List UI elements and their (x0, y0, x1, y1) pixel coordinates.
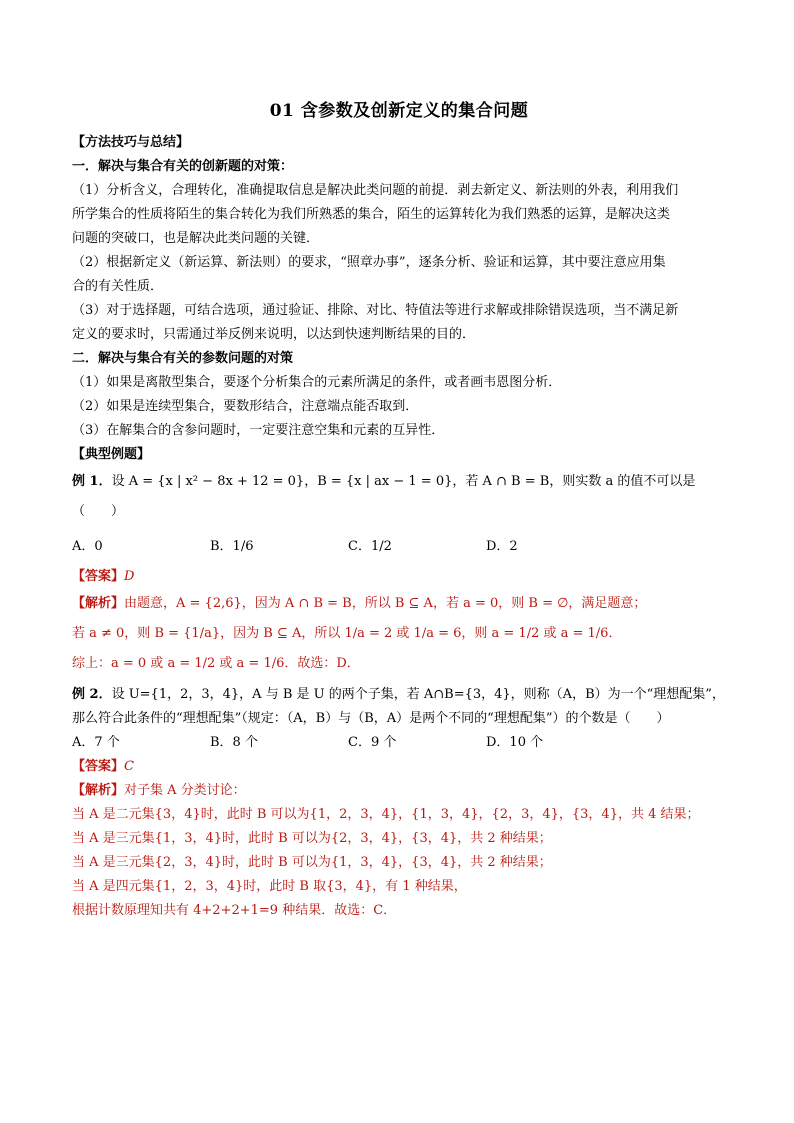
section2-p3: （3）在解集合的含参问题时，一定要注意空集和元素的互异性． (72, 423, 445, 438)
example2-option-b: B．8 个 (210, 735, 258, 750)
section1-p2-line1: （2）根据新定义（新运算、新法则）的要求，“照章办事”，逐条分析、验证和运算，其中要注意应用集 (72, 255, 666, 270)
example1-answer (72, 565, 726, 589)
example2-analysis-line2: 当 A 是二元集{3，4}时，此时 B 可以为{1，2，3，4}，{1，3，4}，{2，3，4}，{3，4}，共 4 结果； (72, 807, 700, 822)
example1-analysis-line3: 综上：a = 0 或 a = 1/2 或 a = 1/6．故选：D． (72, 656, 360, 671)
section1-p3-line1: （3）对于选择题，可结合选项，通过验证、排除、对比、特值法等进行求解或排除错误选项，当不满足新 (72, 303, 679, 318)
section1-p1-line3: 问题的突破口，也是解决此类问题的关键． (72, 231, 320, 246)
example1-option-c: C．1/2 (348, 539, 392, 554)
example2-analysis-line5: 当 A 是四元集{1，2，3，4}时，此时 B 取{3，4}，有 1 种结果， (72, 879, 467, 894)
section1-p1-line1: （1）分析含义，合理转化，准确提取信息是解决此类问题的前提．剥去新定义、新法则的外表，利用我们 (72, 183, 679, 198)
example1-analysis-line2: 若 a ≠ 0，则 B = {1/a}，因为 B ⊆ A，所以 1/a = 2 或 1/a = 6，则 a = 1/2 或 a = 1/6． (72, 626, 622, 641)
example2-option-a: A．7 个 (72, 735, 120, 750)
example2-analysis-text1: 对子集 A 分类讨论： (124, 783, 246, 798)
section2-heading: 二．解决与集合有关的参数问题的对策 (72, 351, 294, 366)
section1-p3-line2: 定义的要求时，只需通过举反例来说明，以达到快速判断结果的目的． (72, 327, 476, 342)
example1-analysis-tag: 【解析】 (72, 596, 125, 611)
example1-answer-tag: 【答案】 (72, 569, 125, 584)
methods-header: 【方法技巧与总结】 (72, 135, 190, 150)
section1-p1-line2: 所学集合的性质将陌生的集合转化为我们所熟悉的集合，陌生的运算转化为我们熟悉的运算，是解决这类 (72, 207, 671, 222)
example1-stem-text: 设 A = {x | x² − 8x + 12 = 0}，B = {x | ax − 1 = 0}，若 A ∩ B = B，则实数 a 的值不可以是（ ） (72, 474, 696, 519)
example1-analysis-text1: 由题意，A = {2,6}，因为 A ∩ B = B，所以 B ⊆ A，若 a = 0，则 B = ∅，满足题意； (124, 596, 647, 611)
example2-analysis-line6: 根据计数原理知共有 4+2+2+1=9 种结果．故选：C． (72, 903, 397, 918)
document-page (72, 96, 726, 923)
section2-p2: （2）如果是连续型集合，要数形结合，注意端点能否取到． (72, 399, 419, 414)
example1-option-a: A．0 (72, 539, 103, 554)
example2-answer-value: C (124, 759, 134, 774)
example1-analysis-line1 (72, 589, 726, 619)
section1-p2-line2: 合的有关性质． (72, 279, 164, 294)
section1-heading: 一．解决与集合有关的创新题的对策： (72, 159, 294, 174)
example1-options (72, 535, 726, 559)
example2-stem-line2: 那么符合此条件的“理想配集”（规定：（A，B）与（B，A）是两个不同的“理想配集”）的个数是（ ） (72, 711, 670, 726)
example2-stem-text1: 设 U={1，2，3，4}，A 与 B 是 U 的两个子集，若 A∩B={3，4}，则称（A，B）为一个“理想配集”， (111, 687, 725, 702)
example1-option-d: D．2 (486, 539, 518, 554)
example2-option-c: C．9 个 (348, 735, 397, 750)
example1-stem (72, 467, 726, 527)
example2-analysis-line4: 当 A 是三元集{2，3，4}时，此时 B 可以为{1，3，4}，{3，4}，共 2 种结果； (72, 855, 552, 870)
example2-analysis-tag: 【解析】 (72, 783, 125, 798)
examples-header: 【典型例题】 (72, 447, 151, 462)
example2-analysis-line1 (72, 779, 726, 803)
example2-label: 例 2． (72, 687, 112, 702)
example1-option-b: B．1/6 (210, 539, 254, 554)
example1-label: 例 1． (72, 474, 112, 489)
example2-analysis-line3: 当 A 是三元集{1，3，4}时，此时 B 可以为{2，3，4}，{3，4}，共 2 种结果； (72, 831, 552, 846)
example2-answer-tag: 【答案】 (72, 759, 125, 774)
example2-stem-line1 (72, 683, 726, 707)
example1-answer-value: D (124, 569, 135, 584)
example2-options (72, 731, 726, 755)
example2-option-d: D．10 个 (486, 735, 544, 750)
page-title: 01 含参数及创新定义的集合问题 (269, 101, 529, 121)
example2-answer (72, 755, 726, 779)
section2-p1: （1）如果是离散型集合，要逐个分析集合的元素所满足的条件，或者画韦恩图分析． (72, 375, 562, 390)
